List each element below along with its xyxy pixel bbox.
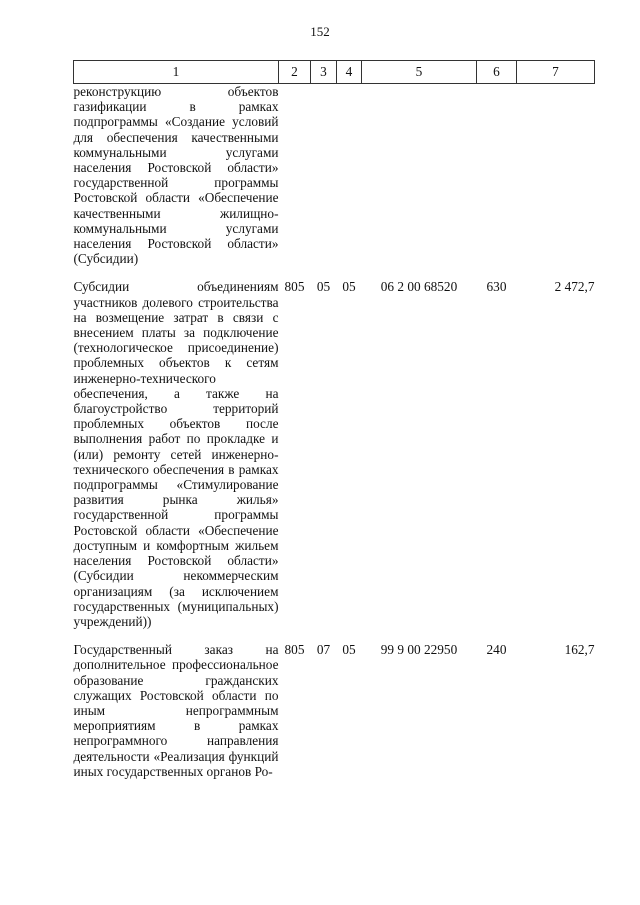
row-subsection: 05 bbox=[342, 279, 356, 295]
header-col-7: 7 bbox=[517, 61, 595, 84]
table-row bbox=[74, 642, 595, 779]
row-type: 630 bbox=[486, 279, 507, 295]
page-number: 152 bbox=[310, 24, 330, 39]
row-subsection bbox=[337, 84, 362, 267]
table-header-row bbox=[74, 61, 595, 84]
header-col-2: 2 bbox=[279, 61, 311, 84]
row-type: 240 bbox=[486, 642, 507, 658]
row-section: 05 bbox=[316, 279, 331, 295]
row-amount: 162,7 bbox=[564, 642, 595, 658]
row-spacer bbox=[74, 266, 595, 279]
row-type bbox=[477, 84, 517, 267]
row-section bbox=[311, 84, 337, 267]
row-name: Государственный заказ на дополнительное профессиональное образование гражданских служащих Ростовской области по иным непрограммным мероприятиям в рамках непрограммного направления деятельности «Реализация функций иных государственных органов Ро- bbox=[73, 642, 279, 779]
header-col-4: 4 bbox=[337, 61, 362, 84]
row-target: 99 9 00 22950 bbox=[380, 642, 458, 658]
row-target: 06 2 00 68520 bbox=[380, 279, 458, 295]
row-section: 07 bbox=[316, 642, 331, 658]
header-col-6: 6 bbox=[477, 61, 517, 84]
row-amount bbox=[517, 84, 595, 267]
row-spacer bbox=[74, 629, 595, 642]
header-col-1: 1 bbox=[74, 61, 279, 84]
row-name: реконструкцию объектов газификации в рамках подпрограммы «Создание условий для обеспечения качественными коммунальными услугами населения Ростовской области» государственной программы Ростовской области «Обеспечение качественными жилищно-коммунальными услугами населения Ростовской области» (Субсидии) bbox=[73, 84, 279, 267]
header-col-5: 5 bbox=[362, 61, 477, 84]
row-ministry: 805 bbox=[284, 279, 305, 295]
row-subsection: 05 bbox=[342, 642, 356, 658]
row-amount: 2 472,7 bbox=[554, 279, 595, 295]
table-row bbox=[74, 84, 595, 267]
table-row bbox=[74, 279, 595, 629]
row-name: Субсидии объединениям участников долевого строительства на возмещение затрат в связи с внесением платы за подключение (технологическое присоединение) проблемных объектов к сетям инженерно-технического обеспечения, а также на благоустройство территорий проблемных объектов после выполнения работ по прокладке и (или) ремонту сетей инженерно-технического обеспечения в рамках подпрограммы «Стимулирование развития рынка жилья» государственной программы Ростовской области «Обеспечение доступным и комфортным жильем населения Ростовской области» (Субсидии некоммерческим организациям (за исключением государственных (муниципальных) учреждений)) bbox=[73, 279, 279, 629]
row-ministry bbox=[279, 84, 311, 267]
header-col-3: 3 bbox=[311, 61, 337, 84]
row-ministry: 805 bbox=[284, 642, 305, 658]
row-target bbox=[362, 84, 477, 267]
budget-table bbox=[73, 60, 595, 779]
